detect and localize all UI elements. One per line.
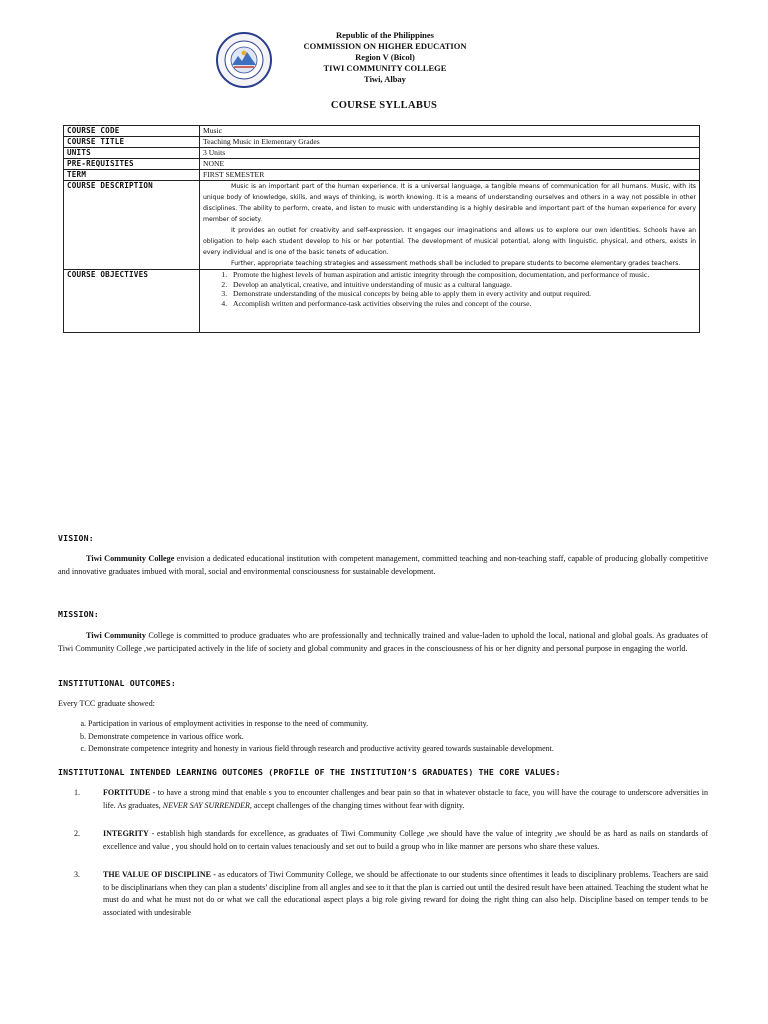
syllabus-table <box>63 125 700 333</box>
value-emphasis: NEVER SAY SURRENDER <box>162 800 250 810</box>
mission-heading: MISSION: <box>58 609 100 619</box>
list-item: a. Participation in various of employment activities in response to the need of community. <box>88 718 708 731</box>
row-label: COURSE TITLE <box>64 137 200 148</box>
row-value: NONE <box>200 159 700 170</box>
list-item: 3. Demonstrate understanding of the musical concepts by being able to apply them in every activity and output required. <box>229 289 696 299</box>
row-value: 3 Units <box>200 148 700 159</box>
core-values-wrap <box>58 787 708 929</box>
table-row <box>64 159 700 170</box>
outcomes-list <box>58 718 708 756</box>
table-row <box>64 148 700 159</box>
item-number: 2. <box>74 829 80 838</box>
header-college: TIWI COMMUNITY COLLEGE <box>323 63 447 73</box>
vision-heading: VISION: <box>58 533 94 543</box>
course-description <box>200 181 700 270</box>
vision-lead: Tiwi Community College <box>86 554 175 563</box>
core-values-list <box>58 787 708 919</box>
value-title: INTEGRITY <box>103 829 149 838</box>
item-number: 1. <box>74 788 80 797</box>
vision-body: envision a dedicated educational institution with competent management, committed teaching and non-teaching staff, capable of producing globally competitive and innovative graduates imbued with moral, social and environmental consciousness for sustainable development. <box>58 554 708 576</box>
list-item <box>58 787 708 812</box>
header-location: Tiwi, Albay <box>364 74 406 84</box>
description-paragraph: It provides an outlet for creativity and self-expression. It engages our imaginations and allows us to explore our own identities. Schools have an obligation to help each student develop to his or her potential. The development of musical potential, along with linguistic, physical, and others, exists in every individual and is one of the basic tenets of education. <box>203 227 696 256</box>
document-header <box>250 30 520 85</box>
table-row <box>64 137 700 148</box>
row-label: COURSE CODE <box>64 126 200 137</box>
row-label: COURSE DESCRIPTION <box>64 181 200 270</box>
mission-text <box>58 630 708 655</box>
header-region: Region V (Bicol) <box>355 52 415 62</box>
header-republic: Republic of the Philippines <box>335 30 434 40</box>
row-label: PRE-REQUISITES <box>64 159 200 170</box>
description-paragraph: Further, appropriate teaching strategies and assessment methods shall be included to prepare students to become elementary grades teachers. <box>231 260 681 267</box>
description-paragraph: Music is an important part of the human experience. It is a universal language, a tangible means of communication for all humans. Music, with its unique body of knowledge, skills, and ways of thinking, is worth knowing. It is a means of understanding ourselves and others in a way not possible in other disciplines. The ability to perform, create, and listen to music with understanding is a highly desirable and important part of the human experience for every member of society. <box>203 183 696 223</box>
mission-lead: Tiwi Community <box>86 631 146 640</box>
value-title: THE VALUE OF DISCIPLINE - <box>103 870 216 879</box>
list-item: 2. Develop an analytical, creative, and intuitive understanding of music as a cultural language. <box>229 280 696 290</box>
outcomes-list-wrap <box>58 718 708 756</box>
table-row <box>64 170 700 181</box>
list-item <box>58 869 708 919</box>
table-row-description <box>64 181 700 270</box>
outcomes-intro: Every TCC graduate showed: <box>58 699 155 708</box>
row-label: TERM <box>64 170 200 181</box>
row-label: COURSE OBJECTIVES <box>64 270 200 333</box>
document-title: COURSE SYLLABUS <box>330 100 438 111</box>
mission-body: College is committed to produce graduates who are professionally and technically trained and value-laden to uphold the local, national and global goals. As graduates of Tiwi Community College ,we participated actively in the life of society and global community and graces in the consciousness of his or her dignity and personal purpose in engaging the world. <box>58 631 709 653</box>
header-commission: COMMISSION ON HIGHER EDUCATION <box>303 41 467 51</box>
course-objectives <box>200 270 700 333</box>
core-values-heading: INSTITUTIONAL INTENDED LEARNING OUTCOMES (PROFILE OF THE INSTITUTION’S GRADUATES) THE CORE VALUES: <box>58 767 561 777</box>
table-row <box>64 126 700 137</box>
value-text-end: , accept challenges of the changing times without fear with dignity. <box>249 800 465 810</box>
row-value: FIRST SEMESTER <box>200 170 700 181</box>
value-text: - to have a strong mind that enable s you to encounter challenges and bear pain so that in whatever obstacle to face, you will have the courage to underscore adversities in life. As graduates, <box>103 788 708 810</box>
row-label: UNITS <box>64 148 200 159</box>
list-item <box>58 828 708 853</box>
row-value: Music <box>200 126 700 137</box>
value-text: - establish high standards for excellence, as graduates of Tiwi Community College ,we should have the value of integrity ,we should be as hard as nails on standards of excellence and value , you should hold on to certain values tenaciously and set out to build a group who in like manner are persons who share these values. <box>103 829 708 851</box>
row-value: Teaching Music in Elementary Grades <box>200 137 700 148</box>
list-item: c. Demonstrate competence integrity and honesty in various field through research and productive activity geared towards sustainable development. <box>88 743 708 756</box>
table-row-objectives <box>64 270 700 333</box>
item-number: 3. <box>74 870 80 879</box>
objectives-list <box>203 270 696 308</box>
value-title: FORTITUDE <box>103 788 151 797</box>
vision-text <box>58 553 708 578</box>
value-text: as educators of Tiwi Community College, we should be affectionate to our students since oftentimes it leads to disciplinary problems. Teachers are said to be disciplinarians when they can plan a students’ discipline from all angles and see to it that the plan is carried out until the desired result have been attained. Teaching the student what he must do and what he must not do or what we call the educational aspect plays a big role giving reward for doing the right thing can also help. Discipline based on temper tends to be associated with undesirable <box>103 870 709 917</box>
list-item: 1. Promote the highest levels of human aspiration and artistic integrity through the composition, documentation, and performance of music. <box>229 270 696 280</box>
list-item: b. Demonstrate competence in various office work. <box>88 731 708 744</box>
list-item: 4. Accomplish written and performance-task activities observing the rules and concept of the course. <box>229 299 696 309</box>
outcomes-heading: INSTITUTIONAL OUTCOMES: <box>58 678 176 688</box>
